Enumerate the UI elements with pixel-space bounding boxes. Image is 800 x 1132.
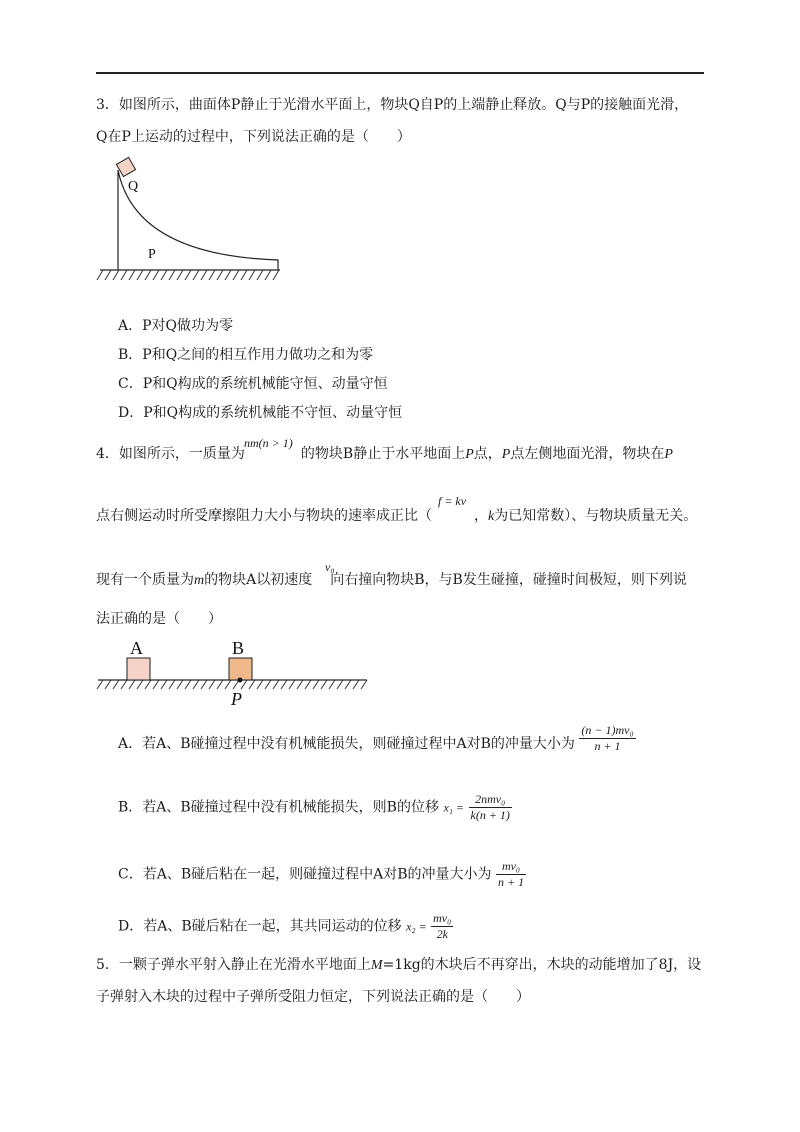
header-rule — [96, 72, 704, 74]
label-p: P — [231, 689, 242, 709]
q4-line-4: 法正确的是（ ） — [96, 611, 222, 627]
q3-option-c: C．P和Q构成的系统机械能守恒、动量守恒 — [118, 376, 388, 392]
block-a — [127, 658, 150, 680]
label-a: A — [130, 638, 143, 658]
q3-line-2: Q在P上运动的过程中，下列说法正确的是（ ） — [96, 129, 411, 145]
label-b: B — [232, 638, 245, 658]
q4-line-2: 点右侧运动时所受摩擦阻力大小与物块的速率成正比（ ，k为已知常数）、与物块质量无关。 — [96, 508, 698, 524]
q4-line-3: 现有一个质量为m的物块A以初速度 向右撞向物块B，与B发生碰撞，碰撞时间极短，则下列说 — [96, 572, 687, 588]
q5-line-1: 5．一颗子弹水平射入静止在光滑水平地面上M=1kg的木块后不再穿出，木块的动能增加了8J，设 — [96, 957, 702, 973]
label-p: P — [148, 247, 156, 262]
q4-option-b: B．若A、B碰撞过程中没有机械能损失，则B的位移 x₁ = $\frac{\text{2nmv₀}}{k(n + 1)}$ — [118, 792, 510, 822]
block-b — [229, 658, 252, 680]
q4-line-1: 4．如图所示，一质量为 的物块B静止于水平地面上P点，P点左侧地面光滑，物块在P — [96, 446, 673, 462]
q3-option-d: D．P和Q构成的系统机械能不守恒、动量守恒 — [118, 405, 403, 421]
q3-option-a: A．P对Q做功为零 — [118, 318, 234, 334]
q5-line-2: 子弹射入木块的过程中子弹所受阻力恒定，下列说法正确的是（ ） — [96, 989, 530, 1005]
q4-figure-blocks — [95, 632, 375, 712]
q3-option-b: B．P和Q之间的相互作用力做功之和为零 — [118, 347, 374, 363]
q4-option-a: A．若A、B碰撞过程中没有机械能损失，则碰撞过程中A对B的冲量大小为 $\frac{\text{(n − 1)mv₀}}{n + 1}$ — [118, 722, 634, 753]
q4-option-c: C．若A、B碰后粘在一起，则碰撞过程中A对B的冲量大小为 $\frac{\text{mv₀}}{n + 1}$ — [118, 859, 525, 889]
label-q: Q — [128, 179, 139, 194]
q4-initial-velocity: v₀ — [325, 560, 335, 574]
q4-friction-formula: f = kv — [438, 494, 467, 508]
point-p-dot — [238, 678, 243, 683]
q3-line-1: 3．如图所示，曲面体P静止于光滑水平面上，物块Q自P的上端静止释放。Q与P的接触面光滑， — [96, 97, 689, 113]
q4-mass-expression: nm(n > 1) — [244, 436, 293, 450]
q3-figure-curved-ramp — [95, 150, 295, 285]
q4-option-d: D．若A、B碰后粘在一起，其共同运动的位移 x₂ = $\frac{\text{mv₀}}{2k}$ — [118, 911, 452, 941]
